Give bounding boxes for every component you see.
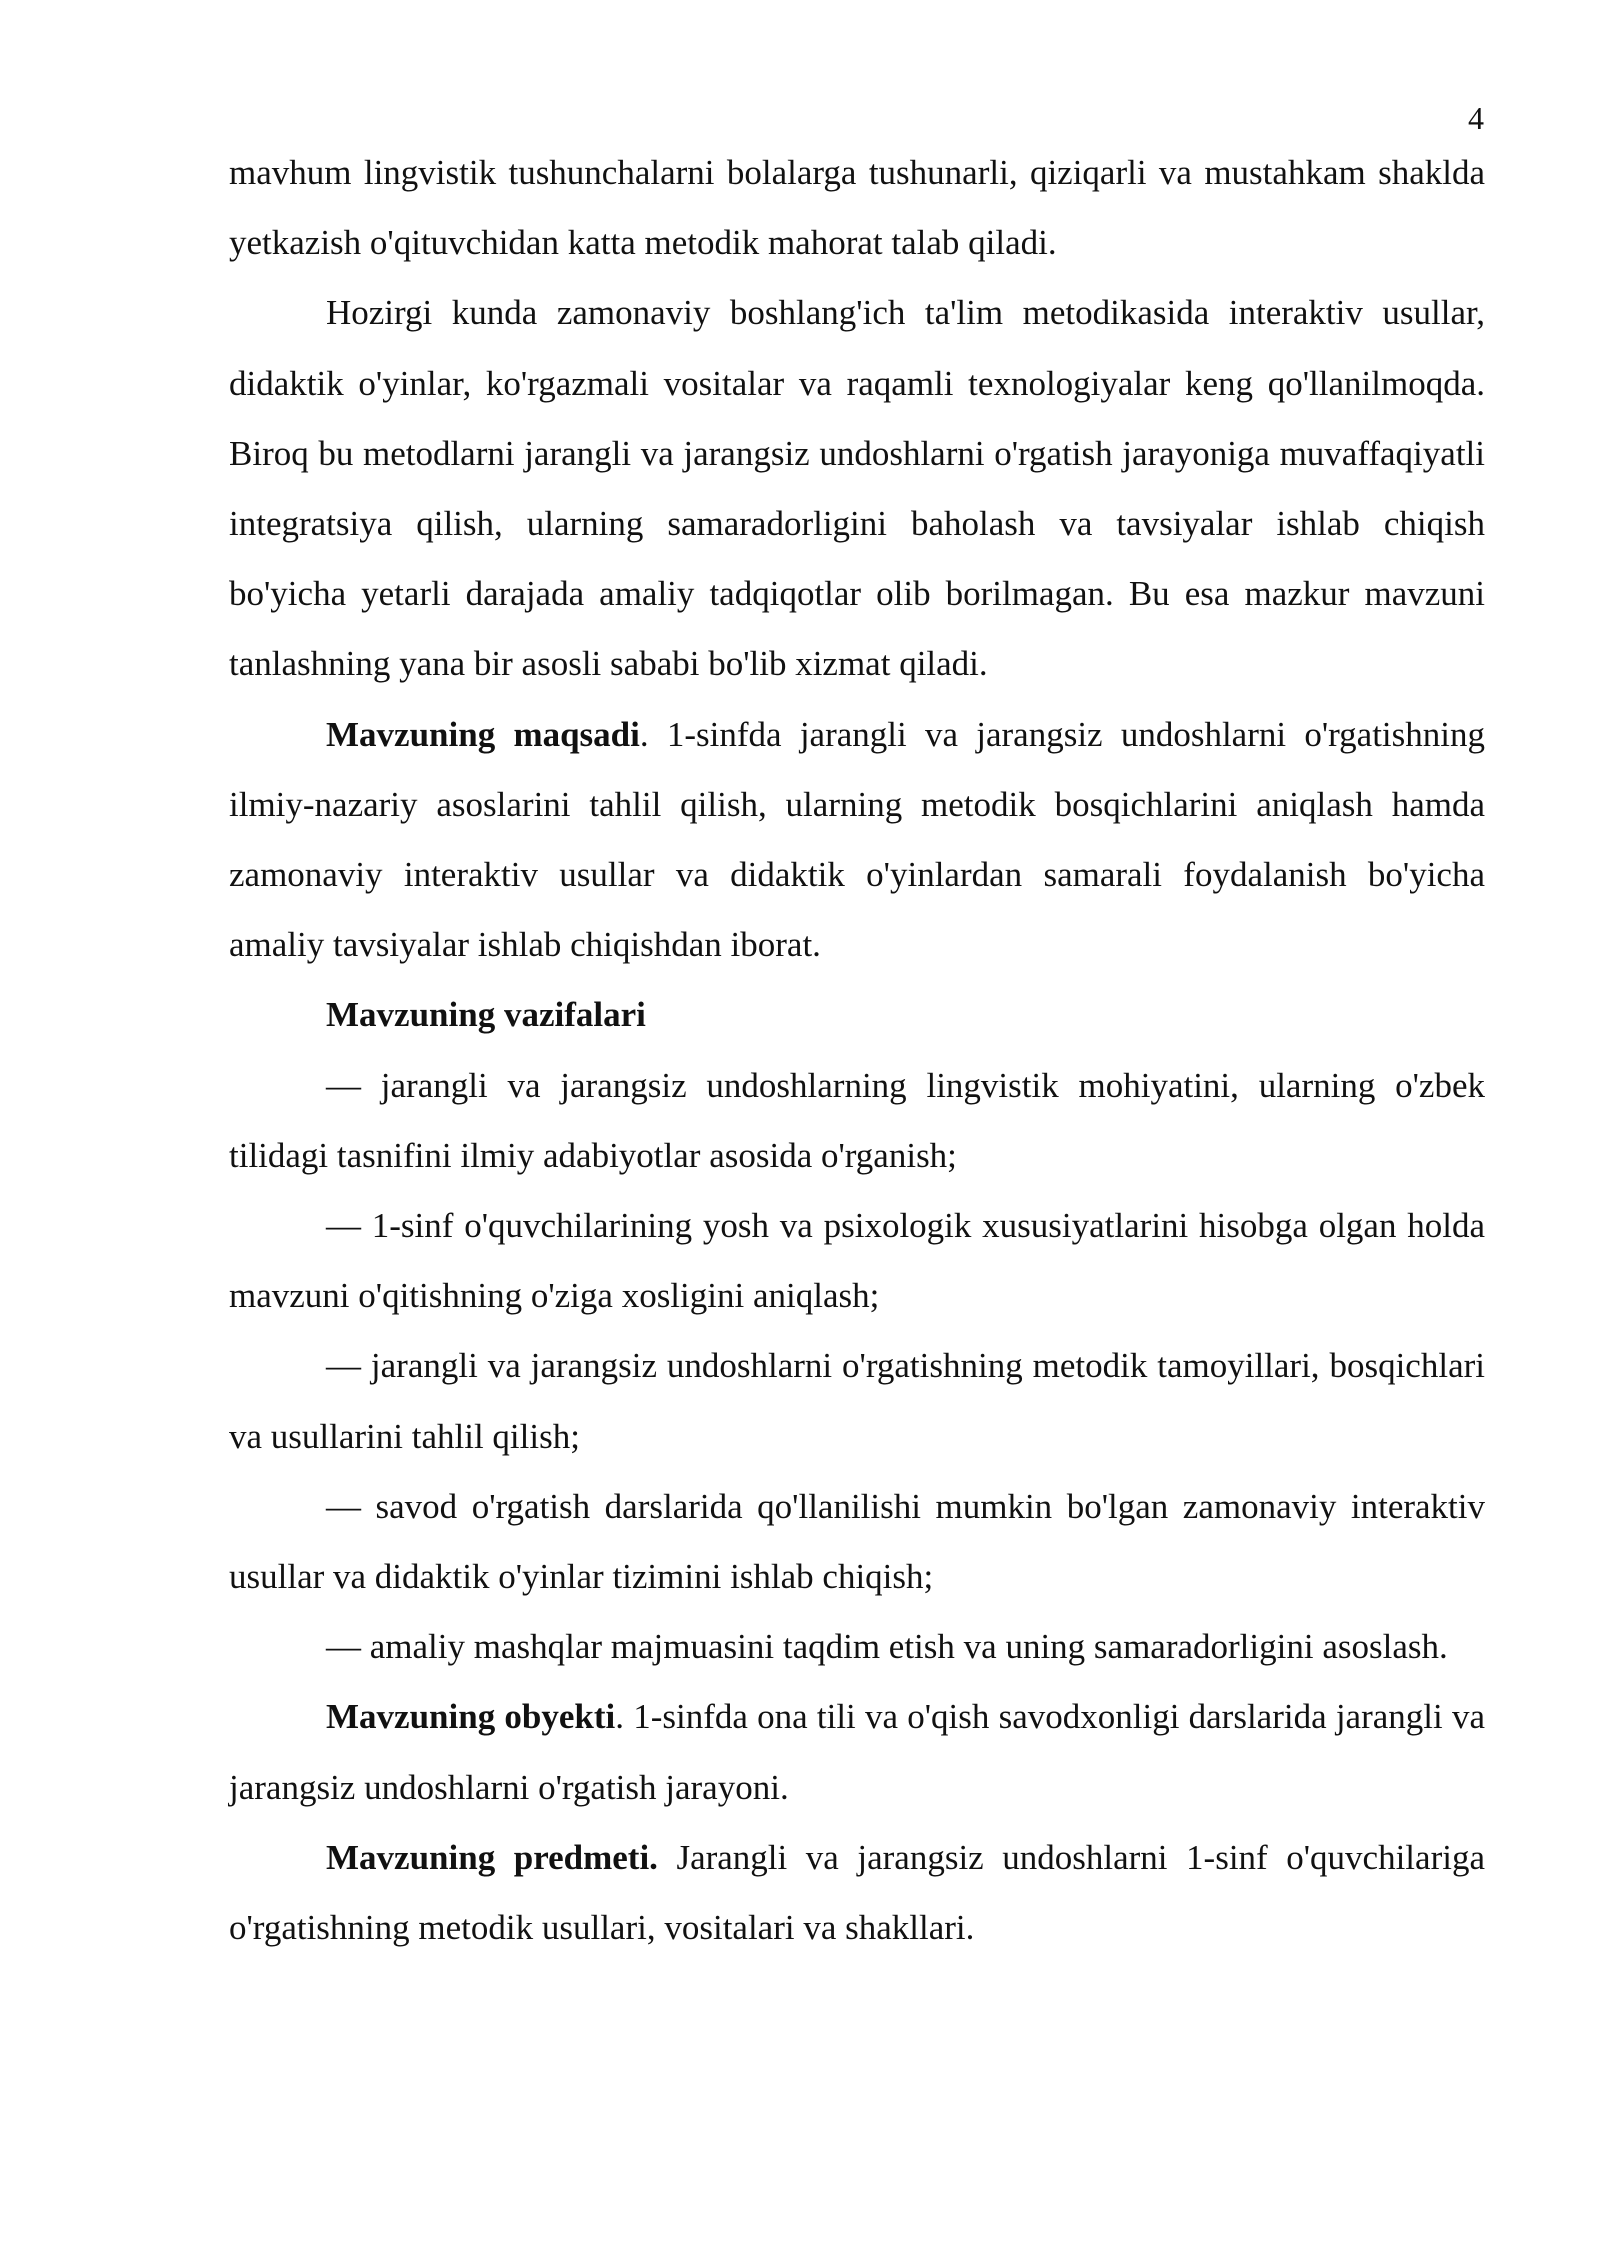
- paragraph-hozirgi: Hozirgi kunda zamonaviy boshlang'ich ta'lim metodikasida interaktiv usullar, didaktik o'yinlar, ko'rgazmali vositalar va raqamli texnologiyalar keng qo'llanilmoqda. Biroq bu metodlarni jarangli va jarangsiz undoshlarni o'rgatish jarayoniga muvaffaqiyatli integratsiya qilish, ularning samaradorligini baholash va tavsiyalar ishlab chiqish bo'yicha yetarli darajada amaliy tadqiqotlar olib borilmagan. Bu esa mazkur mavzuni tanlashning yana bir asosli sababi bo'lib xizmat qiladi.: [229, 293, 1485, 684]
- obyekt-punct: .: [615, 1697, 624, 1737]
- predmet-label: Mavzuning predmeti.: [326, 1837, 658, 1877]
- paragraph-predmet: [229, 1823, 1485, 1963]
- vazifa-item-3: — jarangli va jarangsiz undoshlarni o'rgatishning metodik tamoyillari, bosqichlari va usullarini tahlil qilish;: [229, 1346, 1485, 1456]
- paragraph-continuation: mavhum lingvistik tushunchalarni bolalarga tushunarli, qiziqarli va mustahkam shaklda yetkazish o'qituvchidan katta metodik mahorat talab qiladi.: [229, 153, 1485, 263]
- obyekt-text: 1-sinfda ona tili va o'qish savodxonligi darslarida jarangli va jarangsiz undoshlarni o'rgatish jarayoni.: [229, 1697, 1485, 1807]
- maqsad-label: Mavzuning maqsadi: [326, 714, 640, 754]
- maqsad-text: 1-sinfda jarangli va jarangsiz undoshlarni o'rgatishning ilmiy-nazariy asoslarini tahlil qilish, ularning metodik bosqichlarini aniqlash hamda zamonaviy interaktiv usullar va didaktik o'yinlardan samarali foydalanish bo'yicha amaliy tavsiyalar ishlab chiqishdan iborat.: [229, 714, 1485, 965]
- vazifalar-heading: Mavzuning vazifalari: [326, 995, 646, 1035]
- vazifa-item-1: — jarangli va jarangsiz undoshlarning lingvistik mohiyatini, ularning o'zbek tilidagi tasnifini ilmiy adabiyotlar asosida o'rganish;: [229, 1065, 1485, 1175]
- paragraph-maqsad: [229, 700, 1485, 981]
- vazifa-item-2: — 1-sinf o'quvchilarining yosh va psixologik xususiyatlarini hisobga olgan holda mavzuni o'qitishning o'ziga xosligini aniqlash;: [229, 1206, 1485, 1316]
- maqsad-punct: .: [639, 714, 649, 754]
- page-number: 4: [1468, 100, 1484, 136]
- predmet-text: Jarangli va jarangsiz undoshlarni 1-sinf o'quvchilariga o'rgatishning metodik usullari, vositalari va shakllari.: [229, 1837, 1485, 1948]
- body-text: [229, 138, 1485, 1963]
- vazifa-item-5: — amaliy mashqlar majmuasini taqdim etish va uning samaradorligini asoslash.: [326, 1627, 1448, 1667]
- vazifa-item-4: — savod o'rgatish darslarida qo'llanilishi mumkin bo'lgan zamonaviy interaktiv usullar va didaktik o'yinlar tizimini ishlab chiqish;: [229, 1486, 1485, 1597]
- paragraph-obyekt: [229, 1682, 1485, 1822]
- obyekt-label: Mavzuning obyekti: [326, 1697, 616, 1737]
